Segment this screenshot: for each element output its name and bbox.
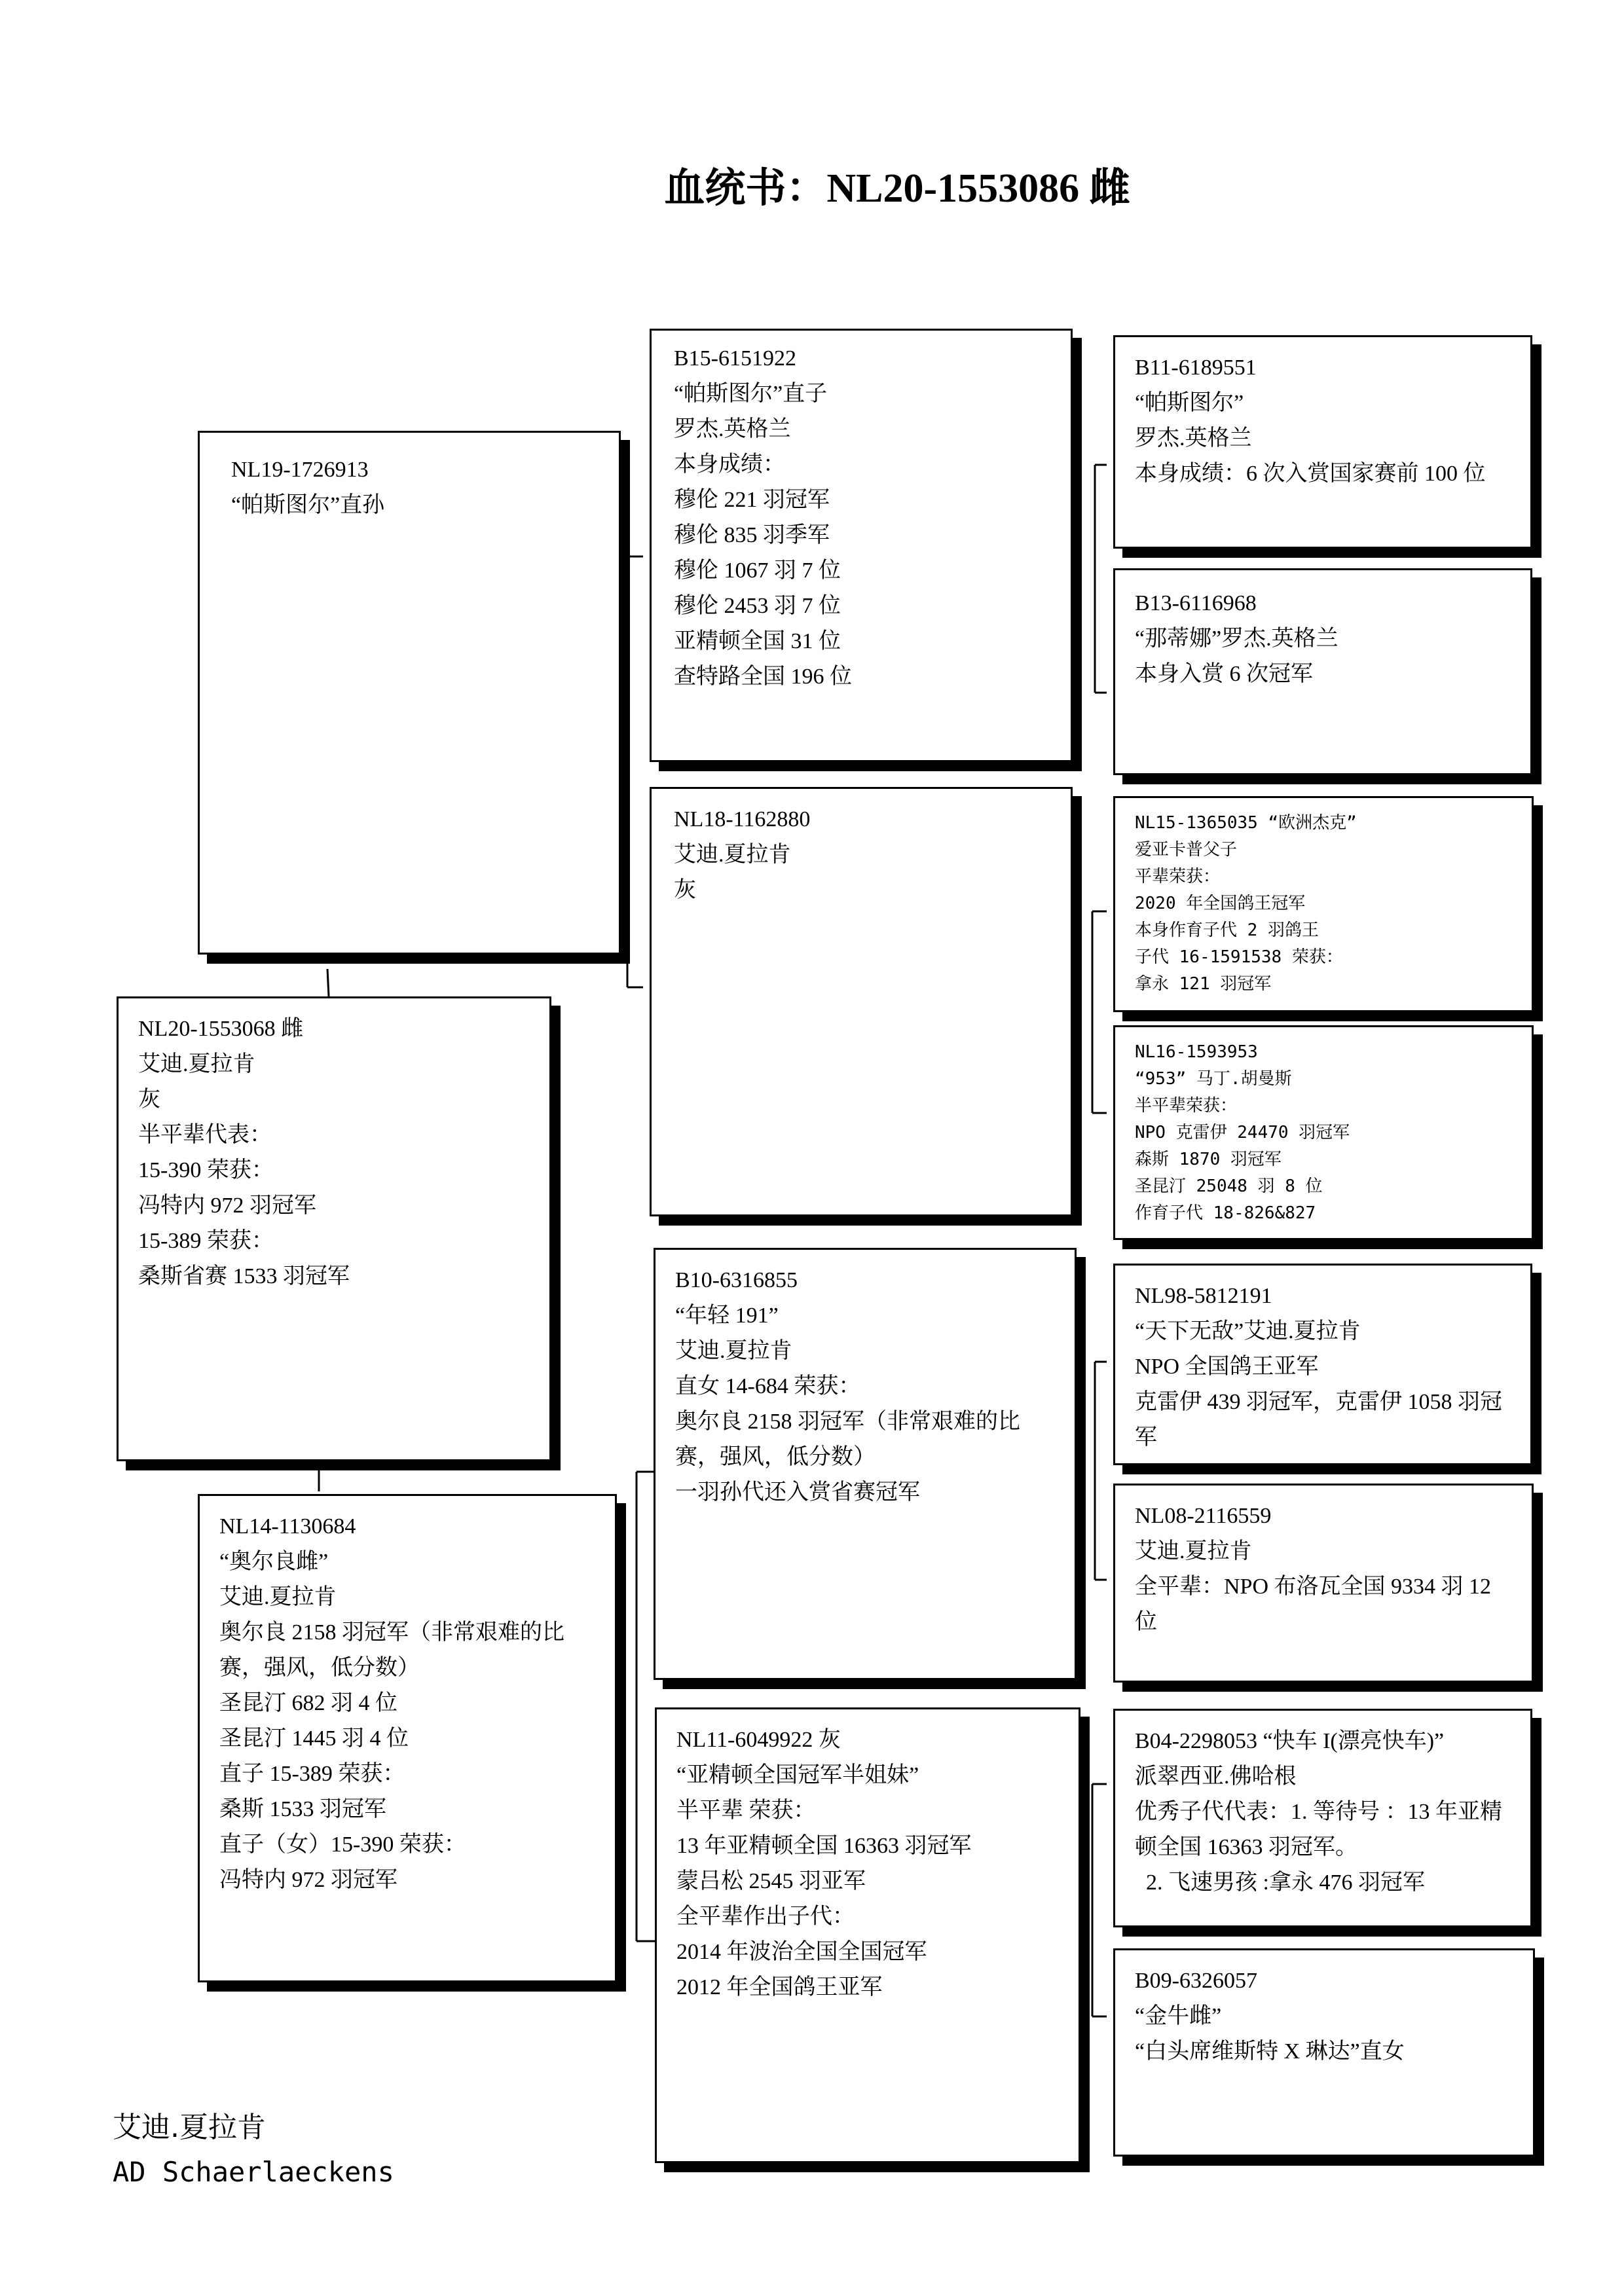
- great-grandparent-line: NL16-1593953: [1135, 1042, 1258, 1062]
- great-grandparent-line: 拿永 121 羽冠军: [1135, 974, 1272, 994]
- granddam-dam-line: 蒙吕松 2545 羽亚军: [676, 1869, 866, 1893]
- great-grandparent-line: NL08-2116559: [1135, 1504, 1272, 1528]
- great-grandparent-line: 作育子代 18-826&827: [1135, 1203, 1316, 1223]
- great-grandparent-line: 2. 飞速男孩 :拿永 476 羽冠军: [1135, 1870, 1425, 1895]
- dam-line: 圣昆汀 1445 羽 4 位: [219, 1726, 409, 1751]
- dam-line: NL14-1130684: [219, 1514, 356, 1539]
- great-grandparent-line: 本身成绩：6 次入赏国家赛前 100 位: [1135, 462, 1486, 486]
- great-grandparent-line: 优秀子代代表：1. 等待号 ：13 年亚精顿全国 16363 羽冠军。: [1135, 1800, 1502, 1859]
- granddam-dam-line: 半平辈 荣获：: [676, 1798, 816, 1823]
- granddam-sire-line: 艾迪.夏拉肯: [674, 843, 791, 867]
- granddam-dam-line: 全平辈作出子代：: [676, 1904, 855, 1929]
- great-grandparent-line: 全平辈：NPO 布洛瓦全国 9334 羽 12 位: [1135, 1575, 1497, 1634]
- granddam-sire-line: 灰: [674, 878, 696, 902]
- dam-box: [198, 1494, 617, 1982]
- grandsire-sire-line: 穆伦 2453 羽 7 位: [674, 594, 841, 618]
- great-grandparent-box-2: [1113, 568, 1532, 775]
- dam-line: “奥尔良雌”: [219, 1550, 329, 1574]
- grandsire-dam-line: “年轻 191”: [675, 1303, 779, 1328]
- great-grandparent-line: NPO 克雷伊 24470 羽冠军: [1135, 1123, 1350, 1142]
- subject-line: 桑斯省赛 1533 羽冠军: [138, 1264, 350, 1288]
- great-grandparent-line: 艾迪.夏拉肯: [1135, 1539, 1252, 1563]
- grandsire-sire-line: 本身成绩：: [674, 452, 785, 477]
- subject-line: 半平辈代表：: [138, 1123, 272, 1147]
- great-grandparent-line: NPO 全国鸽王亚军: [1135, 1355, 1319, 1379]
- dam-line: 桑斯 1533 羽冠军: [219, 1797, 386, 1821]
- dam-line: 奥尔良 2158 羽冠军（非常艰难的比赛，强风，低分数）: [219, 1620, 564, 1680]
- granddam-sire-line: NL18-1162880: [674, 807, 811, 831]
- great-grandparent-line: 平辈荣获：: [1135, 867, 1221, 886]
- breeder-name-chinese: 艾迪.夏拉肯: [113, 2111, 266, 2144]
- great-grandparent-line: “白头席维斯特 X 琳达”直女: [1135, 2039, 1405, 2064]
- page-title: 血统书：NL20-1553086 雌: [664, 166, 1130, 211]
- grandsire-sire-line: 穆伦 1067 羽 7 位: [674, 558, 841, 583]
- great-grandparent-line: “金牛雌”: [1135, 2004, 1222, 2028]
- grandsire-sire-line: 亚精顿全国 31 位: [674, 629, 841, 653]
- great-grandparent-line: NL15-1365035 “欧洲杰克”: [1135, 813, 1357, 833]
- grandsire-dam-box: [654, 1248, 1077, 1680]
- grandsire-sire-line: 穆伦 835 羽季军: [674, 523, 830, 547]
- grandsire-dam-line: 直女 14-684 荣获：: [675, 1374, 861, 1398]
- granddam-dam-line: “亚精顿全国冠军半姐妹”: [676, 1763, 919, 1787]
- great-grandparent-line: 半平辈荣获：: [1135, 1096, 1238, 1116]
- grandsire-sire-line: 穆伦 221 羽冠军: [674, 488, 830, 512]
- sire-box: [198, 431, 621, 955]
- breeder-name-english: AD Schaerlaeckens: [113, 2156, 394, 2188]
- great-grandparent-line: B04-2298053 “快车 I(漂亮快车)”: [1135, 1729, 1445, 1753]
- great-grandparent-line: B13-6116968: [1135, 591, 1257, 615]
- great-grandparent-line: NL98-5812191: [1135, 1284, 1272, 1308]
- sire-line: NL19-1726913: [231, 458, 369, 482]
- dam-line: 艾迪.夏拉肯: [219, 1585, 337, 1609]
- great-grandparent-box-8: [1113, 1948, 1535, 2157]
- great-grandparent-line: 圣昆汀 25048 羽 8 位: [1135, 1176, 1323, 1196]
- grandsire-sire-line: B15-6151922: [674, 346, 796, 371]
- granddam-dam-line: 13 年亚精顿全国 16363 羽冠军: [676, 1834, 972, 1858]
- great-grandparent-line: 森斯 1870 羽冠军: [1135, 1150, 1282, 1169]
- grandsire-dam-line: 艾迪.夏拉肯: [675, 1339, 792, 1363]
- great-grandparent-box-4: [1113, 1025, 1534, 1240]
- dam-line: 直子（女）15-390 荣获：: [219, 1832, 466, 1857]
- grandsire-dam-line: 奥尔良 2158 羽冠军（非常艰难的比赛，强风，低分数）: [675, 1410, 1020, 1469]
- subject-line: 冯特内 972 羽冠军: [138, 1194, 316, 1218]
- great-grandparent-box-7: [1113, 1709, 1532, 1927]
- great-grandparent-line: 本身作育子代 2 羽鸽王: [1135, 920, 1319, 940]
- sire-line: “帕斯图尔”直孙: [231, 493, 385, 517]
- great-grandparent-line: “953” 马丁.胡曼斯: [1135, 1069, 1292, 1089]
- grandsire-sire-box: [650, 329, 1073, 762]
- great-grandparent-line: 2020 年全国鸽王冠军: [1135, 894, 1306, 913]
- grandsire-dam-line: B10-6316855: [675, 1268, 798, 1292]
- great-grandparent-line: 爱亚卡普父子: [1135, 840, 1238, 860]
- great-grandparent-line: 罗杰.英格兰: [1135, 426, 1252, 450]
- great-grandparent-box-6: [1113, 1484, 1534, 1683]
- grandsire-sire-line: 罗杰.英格兰: [674, 417, 791, 441]
- subject-line: NL20-1553068 雌: [138, 1017, 304, 1041]
- dam-line: 直子 15-389 荣获：: [219, 1762, 405, 1786]
- dam-line: 冯特内 972 羽冠军: [219, 1868, 397, 1892]
- subject-line: 15-390 荣获：: [138, 1158, 274, 1182]
- great-grandparent-box-1: [1113, 335, 1532, 549]
- great-grandparent-line: B09-6326057: [1135, 1969, 1257, 1993]
- great-grandparent-line: 子代 16-1591538 荣获：: [1135, 947, 1343, 967]
- subject-box: [117, 996, 551, 1461]
- grandsire-sire-line: 查特路全国 196 位: [674, 665, 852, 689]
- great-grandparent-line: B11-6189551: [1135, 355, 1257, 380]
- granddam-dam-box: [655, 1707, 1080, 2163]
- dam-line: 圣昆汀 682 羽 4 位: [219, 1691, 397, 1715]
- subject-line: 灰: [138, 1087, 160, 1112]
- great-grandparent-box-5: [1113, 1264, 1532, 1465]
- granddam-dam-line: 2014 年波治全国全国冠军: [676, 1940, 927, 1964]
- great-grandparent-line: “那蒂娜”罗杰.英格兰: [1135, 627, 1338, 651]
- granddam-dam-line: 2012 年全国鸽王亚军: [676, 1975, 883, 1999]
- great-grandparent-line: 克雷伊 439 羽冠军，克雷伊 1058 羽冠军: [1135, 1390, 1502, 1449]
- great-grandparent-line: “帕斯图尔”: [1135, 391, 1244, 415]
- granddam-sire-box: [650, 787, 1073, 1216]
- great-grandparent-line: 派翠西亚.佛哈根: [1135, 1764, 1297, 1789]
- granddam-dam-line: NL11-6049922 灰: [676, 1728, 841, 1752]
- great-grandparent-line: 本身入赏 6 次冠军: [1135, 662, 1313, 686]
- great-grandparent-box-3: [1113, 796, 1534, 1012]
- grandsire-sire-line: “帕斯图尔”直子: [674, 382, 828, 406]
- subject-line: 艾迪.夏拉肯: [138, 1052, 255, 1076]
- grandsire-dam-line: 一羽孙代还入赏省赛冠军: [675, 1480, 920, 1504]
- great-grandparent-line: “天下无敌”艾迪.夏拉肯: [1135, 1319, 1361, 1343]
- subject-line: 15-389 荣获：: [138, 1229, 274, 1253]
